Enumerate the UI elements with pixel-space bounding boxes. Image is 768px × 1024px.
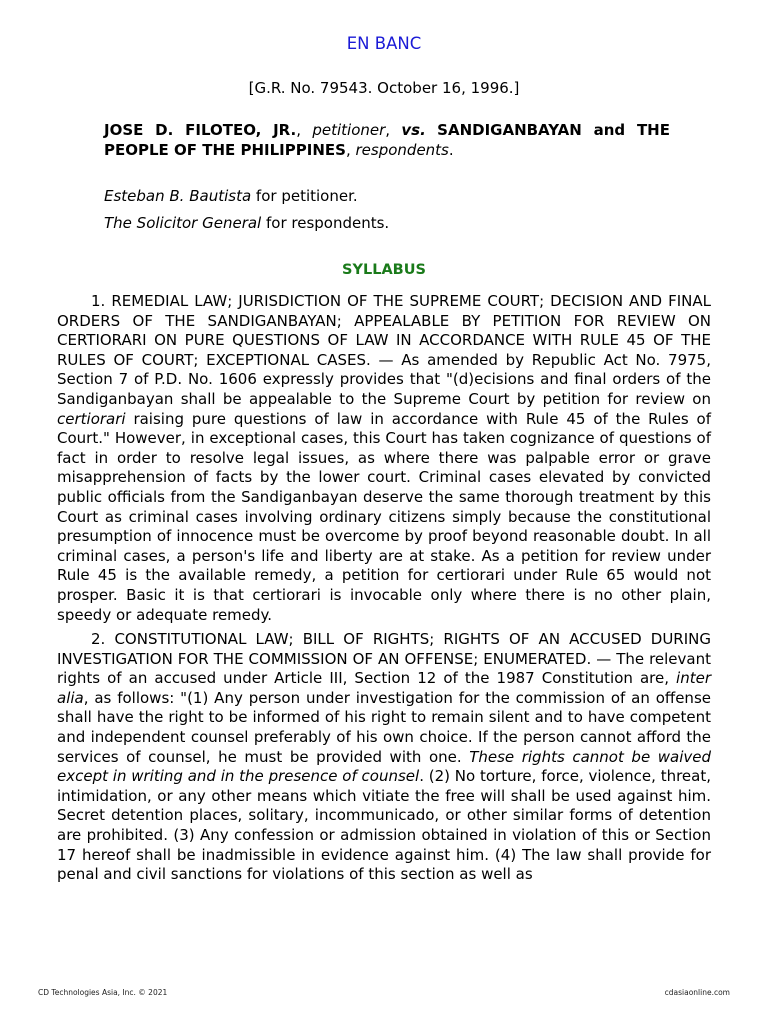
case-parties bbox=[104, 120, 670, 160]
paragraph-text: . (2) No torture, force, violence, threat, intimidation, or any other means which vitiate the free will shall be used against him. Secret detention places, solitary, incommunicado, or other similar forms of detention are prohibited. (3) Any confession or admission obtained in violation of this or Section 17 hereof shall be inadmissible in evidence against him. (4) The law shall provide for penal and civil sanctions for violations of this section as well as bbox=[57, 767, 711, 884]
paragraph-italic-text: These rights cannot be waived except in writing and in the presence of counsel bbox=[57, 747, 711, 786]
division-heading: EN BANC bbox=[346, 34, 422, 53]
paragraph-italic-text: certiorari bbox=[57, 409, 126, 428]
petitioner-role: petitioner bbox=[312, 121, 386, 139]
counsel-suffix: for petitioner. bbox=[251, 187, 358, 205]
comma: , bbox=[296, 121, 301, 139]
counsel-line-petitioner bbox=[104, 186, 670, 206]
counsel-suffix: for respondents. bbox=[261, 214, 390, 232]
counsel-name: Esteban B. Bautista bbox=[104, 187, 252, 205]
respondents-role: respondents bbox=[355, 141, 449, 159]
period: . bbox=[448, 141, 454, 159]
comma: , bbox=[385, 121, 391, 139]
petitioner-name: JOSE D. FILOTEO, JR. bbox=[104, 121, 297, 139]
syllabus-body bbox=[57, 292, 711, 890]
respondents-name: SANDIGANBAYAN and THE PEOPLE OF THE PHILIPPINES bbox=[104, 121, 670, 159]
versus-label: vs. bbox=[401, 121, 426, 139]
case-reference: [G.R. No. 79543. October 16, 1996.] bbox=[248, 79, 520, 97]
footer-site: cdasiaonline.com bbox=[664, 988, 730, 997]
comma: , bbox=[345, 141, 351, 159]
paragraph-text: 2. CONSTITUTIONAL LAW; BILL OF RIGHTS; RIGHTS OF AN ACCUSED DURING INVESTIGATION FOR THE COMMISSION OF AN OFFENSE; ENUMERATED. — The relevant rights of an accused under Article III, Section 12 of the 1987 Constitution are, bbox=[57, 630, 711, 688]
footer-copyright: CD Technologies Asia, Inc. © 2021 bbox=[38, 988, 168, 997]
counsel-name: The Solicitor General bbox=[104, 214, 262, 232]
paragraph-italic-text: inter alia bbox=[57, 669, 711, 707]
syllabus-paragraph-1 bbox=[57, 292, 711, 625]
syllabus-paragraph-2 bbox=[57, 630, 711, 885]
paragraph-text: 1. REMEDIAL LAW; JURISDICTION OF THE SUPREME COURT; DECISION AND FINAL ORDERS OF THE SANDIGANBAYAN; APPEALABLE BY PETITION FOR REVIEW ON CERTIORARI ON PURE QUESTIONS OF LAW IN ACCORDANCE WITH RULE 45 OF THE RULES OF COURT; EXCEPTIONAL CASES. — As amended by Republic Act No. 7975, Section 7 of P.D. No. 1606 expressly provides that "(d)ecisions and final orders of the Sandiganbayan shall be appealable to the Supreme Court by petition for review on bbox=[57, 292, 711, 408]
syllabus-heading: SYLLABUS bbox=[342, 262, 426, 278]
paragraph-text: , as follows: "(1) Any person under investigation for the commission of an offense shall have the right to be informed of his right to remain silent and to have competent and independent counsel preferably of his own choice. If the person cannot afford the services of counsel, he must be provided with one. bbox=[57, 688, 711, 766]
paragraph-text: raising pure questions of law in accordance with Rule 45 of the Rules of Court." However, in exceptional cases, this Court has taken cognizance of questions of fact in order to resolve legal issues, as where there was palpable error or grave misapprehension of facts by the lower court. Criminal cases elevated by convicted public officials from the Sandiganbayan deserve the same thorough treatment by this Court as criminal cases involving ordinary citizens simply because the constitutional presumption of innocence must be overcome by proof beyond reasonable doubt. In all criminal cases, a person's life and liberty are at stake. As a petition for review under Rule 45 is the available remedy, a petition for certiorari under Rule 65 would not prosper. Basic it is that certiorari is invocable only where there is no other plain, speedy or adequate remedy. bbox=[57, 409, 711, 624]
counsel-line-respondents bbox=[104, 213, 670, 233]
